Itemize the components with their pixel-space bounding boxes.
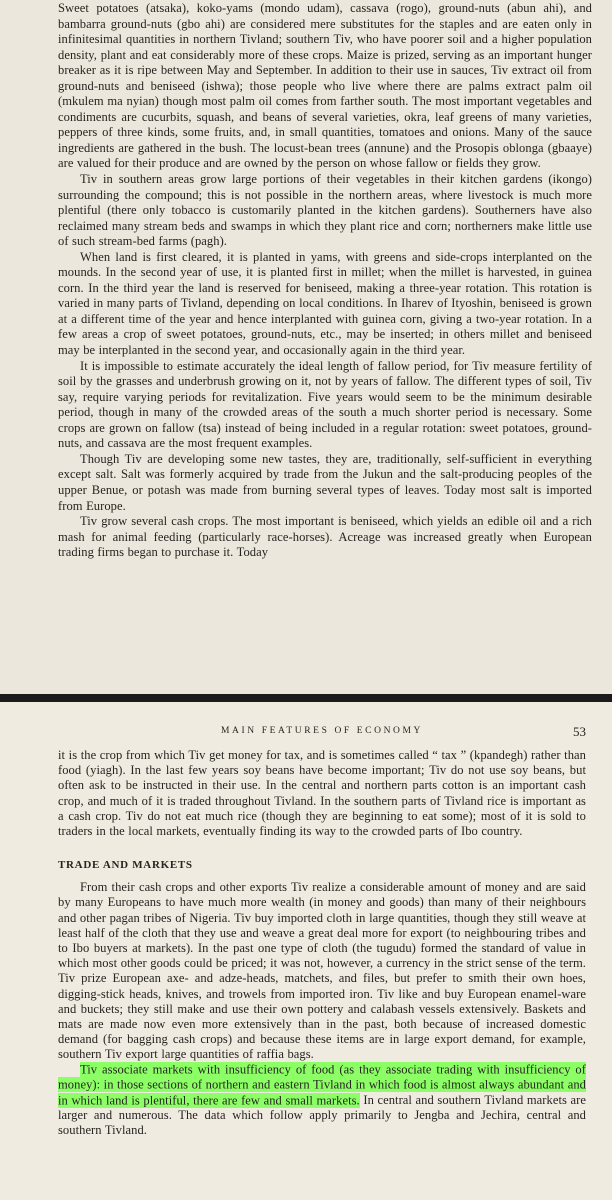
paragraph-text: In central and southern Tivland markets are larger and numerous. The data which follow apply primarily to Jengba and Jechira, central and southern Tivland.: [58, 1093, 586, 1138]
book-page-lower: [0, 702, 612, 1200]
page-number: 53: [573, 724, 586, 739]
highlighted-text: Tiv associate markets with insufficiency of food (as they associate trading with insufficiency of money): in those sections of northern and eastern Tivland in which food is almost always abundant and in which land is plentiful, there are few and small markets.: [58, 1062, 586, 1108]
paragraph: Sweet potatoes (atsaka), koko-yams (mondo udam), cassava (rogo), ground-nuts (abun ahi), and bambarra ground-nuts (gbo ahi) are considered mere substitutes for the staples and are eaten only in infinitesimal quantities in northern Tivland; southern Tiv, who have poorer soil and a higher population density, plant and eat considerably more of these crops. Maize is prized, serving as an important hunger breaker as it is ripe between May and September. In addition to their use in sauces, Tiv extract oil from ground-nuts and beniseed (ishwa); those people who live where there are palms extract palm oil (mkulem ma nyian) though most palm oil comes from farther south. The most important vegetables and condiments are cucurbits, squash, and beans of several varieties, okra, leaf greens of many varieties, peppers of three kinds, some fruits, and, in small quantities, tomatoes and onions. Many of the sauce ingredients are gathered in the bush. The locust-bean trees (annune) and the Prosopis oblonga (gbaaye) are valued for their produce and are owned by the person on whose fallow or fields they grow.: [58, 1, 592, 171]
paragraph: When land is first cleared, it is planted in yams, with greens and side-crops interplanted on the mounds. In the second year of use, it is planted first in millet; when the millet is harvested, in guinea corn. In the third year the land is reserved for beniseed, making a three-year rotation. This rotation is varied in many parts of Tivland, depending on local conditions. In Iharev of Ityoshin, beniseed is grown at a different time of the year and hence interplanted with guinea corn, giving a two-year rotation. In a few areas a crop of sweet potatoes, ground-nuts, etc., may be inserted; in others millet and beniseed may be interplanted in the second year, and occasionally again in the third year.: [58, 249, 592, 358]
paragraph: Tiv in southern areas grow large portions of their vegetables in their kitchen gardens (ikongo) surrounding the compound; this is not possible in the northern areas, where livestock is much more plentiful (there only tobacco is customarily planted in the kitchen gardens). Southerners have also reclaimed many stream beds and swamps in which they plant rice and corn; northerners make little use of such stream-bed farms (pagh).: [58, 172, 592, 249]
section-heading: TRADE AND MARKETS: [58, 859, 193, 872]
paragraph: It is impossible to estimate accurately the ideal length of fallow period, for Tiv measure fertility of soil by the grasses and underbrush growing on it, not by years of fallow. The different types of soil, Tiv say, require varying periods for revitalization. Five years would seem to be the minimum desirable period, though in many of the crowded areas of the south a much shorter period is necessary. Some crops are grown on fallow (tsa) instead of being included in a regular rotation: sweet potatoes, ground-nuts, and cassava are the most frequent examples.: [58, 358, 592, 451]
paragraph-highlighted: [58, 1063, 586, 1139]
paragraph: it is the crop from which Tiv get money for tax, and is sometimes called “ tax ” (kpandegh) rather than food (yiagh). In the last few years soy beans have become important; Tiv do not use soy beans, but often ask to be instructed in their use. In the central and northern parts cotton is an important cash crop, and much of it is traded throughout Tivland. In the southern parts of Tivland rice is important as a cash crop. Tiv do not eat much rice (though they are beginning to eat some); most of it is sold to traders in the local markets, eventually finding its way to the crowded parts of Ibo country.: [58, 748, 586, 839]
paragraph: Tiv grow several cash crops. The most important is beniseed, which yields an edible oil and a rich mash for animal feeding (particularly race-horses). Acreage was increased greatly when European trading firms began to purchase it. Today: [58, 514, 592, 560]
running-head-title: MAIN FEATURES OF ECONOMY: [220, 726, 423, 736]
paragraph: From their cash crops and other exports Tiv realize a considerable amount of money and are said by many Europeans to have much more wealth (in money and goods) than many of their neighbours and other pagan tribes of Nigeria. Tiv buy imported cloth in large quantities, though they still weave at least half of the cloth that they use and weave a great deal more for export (to neighbouring tribes and to Ibo buyers at markets). In the past one type of cloth (the tugudu) formed the standard of value in which most other goods could be priced; it was not, however, a currency in the strict sense of the term. Tiv prize European axe- and adze-heads, matchets, and files, but prefer to smith their own hoes, digging-stick heads, knives, and trowels from imported iron. Tiv like and buy European enamel-ware and buckets; they still make and use their own pottery and calabash vessels extensively. Baskets and mats are made now even more extensively than in the past, both because of increased domestic demand (for bagging cash crops) and because these items are in large export demand, for example, southern Tiv export large quantities of raffia bags.: [58, 880, 586, 1062]
running-head: [58, 726, 586, 746]
paragraph: Though Tiv are developing some new tastes, they are, traditionally, self-sufficient in everything except salt. Salt was formerly acquired by trade from the Jukun and the salt-producing peoples of the upper Benue, or potash was made from burning several types of leaves. Today most salt is imported from Europe.: [58, 451, 592, 513]
